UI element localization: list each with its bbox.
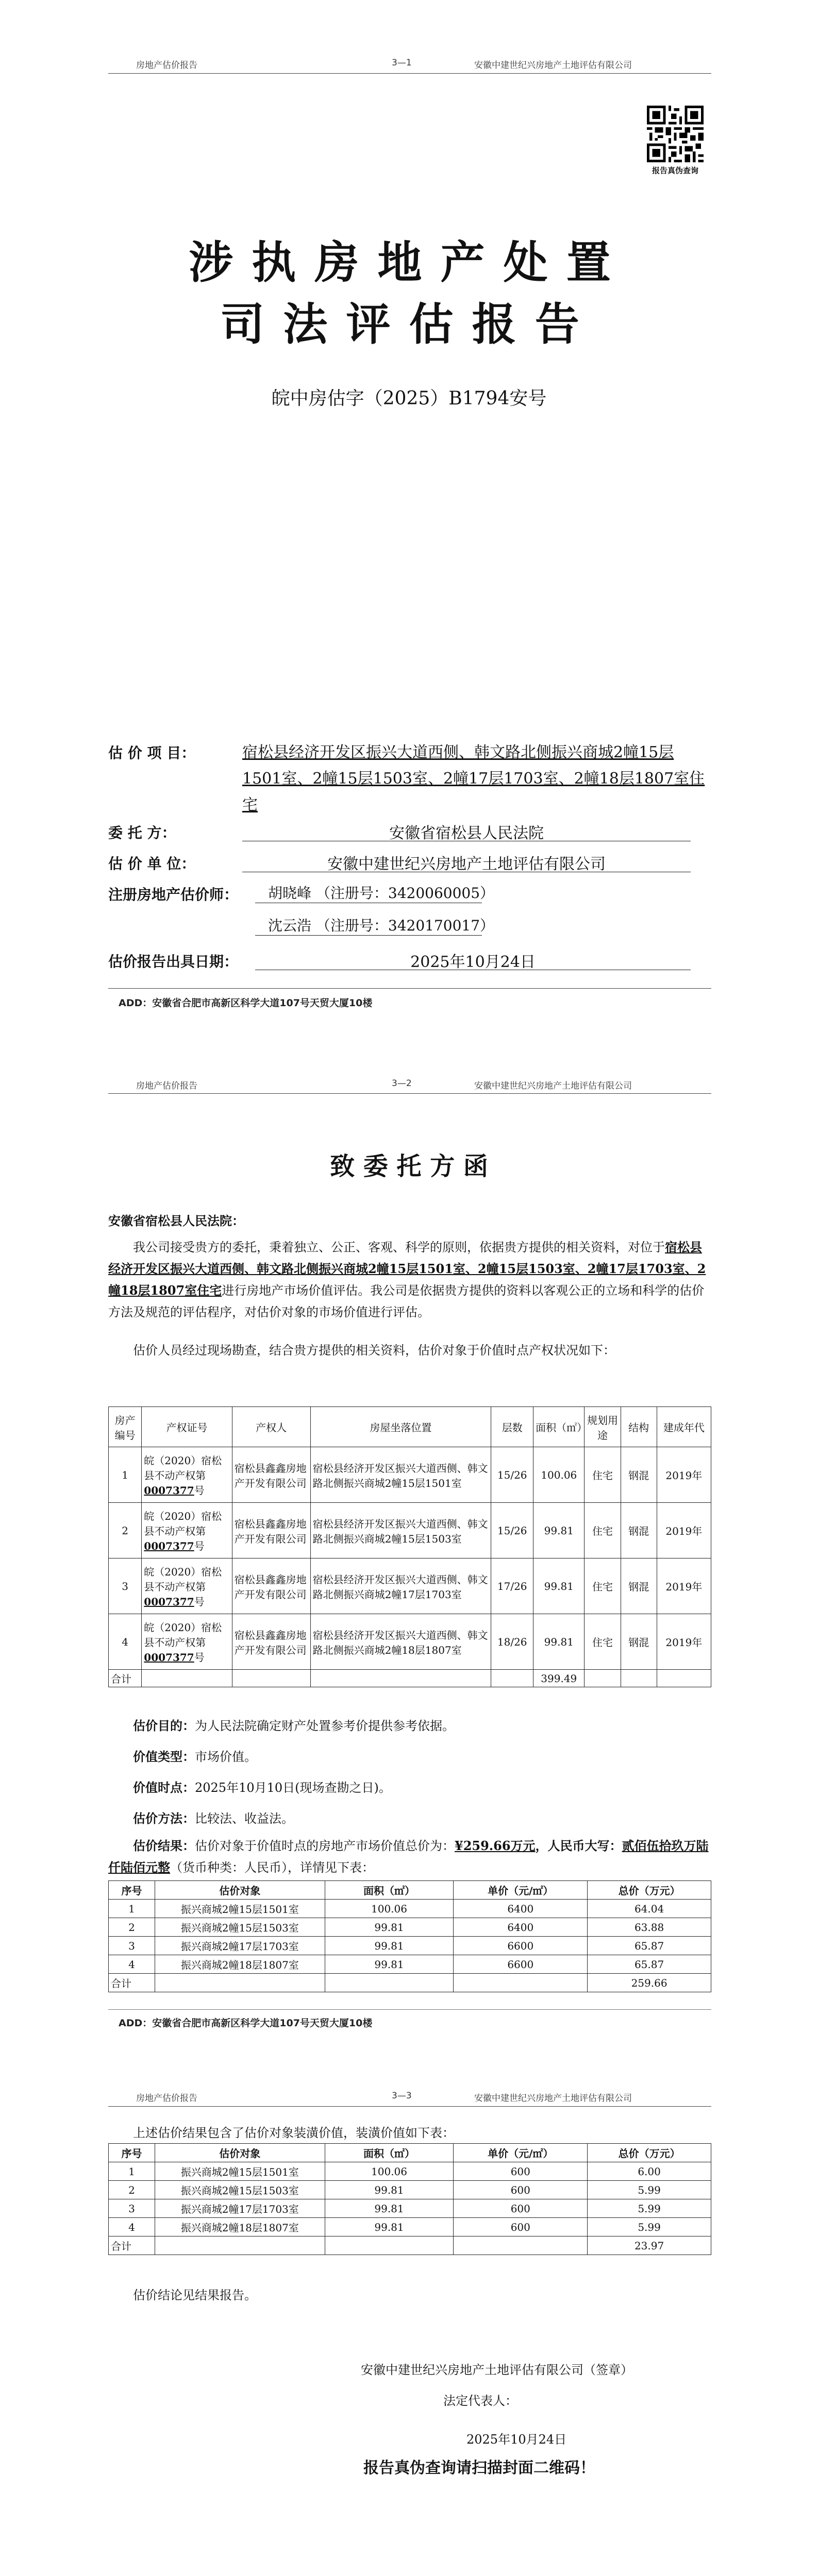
project-label: 估 价 项 目：: [108, 744, 196, 761]
th-seq: 序号: [109, 2144, 155, 2162]
table-row: 1 振兴商城2幢15层1501室 100.06 600 6.00: [109, 2162, 711, 2181]
value-type-label: 价值类型：: [133, 1749, 195, 1764]
cell-location: 宿松县经济开发区振兴大道西侧、韩文路北侧振兴商城2幢17层1703室: [310, 1558, 491, 1614]
decoration-intro: 上述估价结果包含了估价对象装潢价值，装潢价值如下表：: [133, 2126, 455, 2140]
value-type-line: [133, 1747, 257, 1765]
method-label: 估价方法：: [133, 1811, 195, 1826]
value-date-label: 价值时点：: [133, 1780, 195, 1795]
result-paragraph: 估价结果：估价对象于价值时点的房地产市场价值总价为：¥259.66万元，人民币大写：贰佰伍拾玖万陆仟陆佰元整（货币种类：人民币），详情见下表：: [108, 1838, 709, 1875]
cell-no: 2: [109, 1503, 142, 1558]
page3-header-left: 房地产估价报告: [136, 2093, 197, 2104]
appraiser-label: 注册房地产估价师：: [108, 886, 239, 903]
value-date-value: 2025年10月10日(现场查勘之日)。: [195, 1781, 391, 1795]
page2-header-page-number: 3—2: [392, 1078, 412, 1089]
report-title-line2: 司法评估报告: [220, 298, 598, 350]
appraiser-2-underline: [255, 935, 482, 936]
cell-use: 住宅: [585, 1614, 621, 1670]
page1-footer-address: ADD：安徽省合肥市高新区科学大道107号天贸大厦10楼: [119, 997, 373, 1009]
intro-paragraph: [108, 1236, 711, 1323]
th-floors: 层数: [491, 1407, 533, 1447]
purpose-label: 估价目的：: [133, 1718, 195, 1733]
cell-structure: 钢混: [621, 1503, 657, 1558]
th-object: 估价对象: [155, 2144, 325, 2162]
result-total: ¥259.66万元: [455, 1838, 536, 1853]
table-row: [109, 1447, 711, 1503]
cell-no: 1: [109, 1447, 142, 1503]
cell-year: 2019年: [657, 1558, 711, 1614]
cell-owner: 宿松县鑫鑫房地产开发有限公司: [232, 1447, 310, 1503]
legal-representative: 法定代表人：: [443, 2394, 517, 2408]
value-type-value: 市场价值。: [195, 1750, 257, 1764]
cell-owner: 宿松县鑫鑫房地产开发有限公司: [232, 1503, 310, 1558]
page1-header-rule: [108, 73, 711, 74]
table-total-row: [109, 1670, 711, 1687]
appraiser-1: 胡晓峰 （注册号：3420060005）: [268, 885, 495, 902]
th-cert-no: 产权证号: [142, 1407, 232, 1447]
page1-header-company: 安徽中建世纪兴房地产土地评估有限公司: [474, 60, 632, 71]
th-owner: 产权人: [232, 1407, 310, 1447]
th-area: 面积（㎡）: [533, 1407, 585, 1447]
purpose-value: 为人民法院确定财产处置参考价提供参考依据。: [195, 1719, 455, 1733]
th-area: 面积（㎡）: [325, 1881, 454, 1900]
cell-cert: 皖（2020）宿松县不动产权第0007377号: [142, 1614, 232, 1670]
table-row: 1 振兴商城2幢15层1501室 100.06 6400 64.04: [109, 1900, 711, 1918]
method-line: [133, 1808, 294, 1826]
th-use: 规划用途: [585, 1407, 621, 1447]
cell-structure: 钢混: [621, 1558, 657, 1614]
page1-header-page-number: 3—1: [392, 58, 412, 68]
intro-property-address: 宿松县经济开发区振兴大道西侧、韩文路北侧振兴商城2幢15层1501室、2幢15层1503室、2幢17层1703室、2幢18层1807室住宅: [108, 1240, 706, 1298]
th-seq: 序号: [109, 1881, 155, 1900]
method-value: 比较法、收益法。: [195, 1811, 294, 1826]
page2-footer-rule: [108, 2009, 711, 2010]
th-total-price: 总价（万元）: [588, 2144, 711, 2162]
th-unit-price: 单价（元/㎡）: [454, 1881, 588, 1900]
cell-structure: 钢混: [621, 1447, 657, 1503]
table-row: 2 振兴商城2幢15层1503室 99.81 600 5.99: [109, 2181, 711, 2199]
th-property-no: 房产编号: [109, 1407, 142, 1447]
client-label: 委 托 方：: [108, 824, 176, 841]
qr-code-icon[interactable]: [647, 106, 704, 162]
value-date-line: [133, 1777, 391, 1795]
signature-date: 2025年10月24日: [466, 2432, 567, 2447]
cell-structure: 钢混: [621, 1614, 657, 1670]
valuation-table: [108, 1880, 711, 1992]
survey-paragraph: 估价人员经过现场勘查，结合贵方提供的相关资料，估价对象于价值时点产权状况如下：: [133, 1343, 615, 1358]
cell-location: 宿松县经济开发区振兴大道西侧、韩文路北侧振兴商城2幢18层1807室: [310, 1614, 491, 1670]
cell-area: 99.81: [533, 1503, 585, 1558]
cell-area: 99.81: [533, 1558, 585, 1614]
page1-footer-rule: [108, 988, 711, 989]
table-row: 4 振兴商城2幢18层1807室 99.81 600 5.99: [109, 2218, 711, 2236]
table-row: 4 振兴商城2幢18层1807室 99.81 6600 65.87: [109, 1955, 711, 1974]
cell-floors: 18/26: [491, 1614, 533, 1670]
table-row: [109, 1614, 711, 1670]
th-object: 估价对象: [155, 1881, 325, 1900]
report-date-value: 2025年10月24日: [410, 953, 536, 971]
th-structure: 结构: [621, 1407, 657, 1447]
verify-note: 报告真伪查询请扫描封面二维码！: [363, 2459, 595, 2477]
table-row: 2 振兴商城2幢15层1503室 99.81 6400 63.88: [109, 1918, 711, 1937]
cell-floors: 15/26: [491, 1503, 533, 1558]
intro-text-a: 我公司接受贵方的委托，秉着独立、公正、客观、科学的原则，依据贵方提供的相关资料，对位于: [133, 1240, 665, 1255]
table-total-row: 合计 259.66: [109, 1974, 711, 1992]
table-row: 3 振兴商城2幢17层1703室 99.81 6600 65.87: [109, 1937, 711, 1955]
table-row: [109, 1558, 711, 1614]
cell-year: 2019年: [657, 1447, 711, 1503]
salutation: 安徽省宿松县人民法院：: [108, 1213, 244, 1228]
cell-area: 99.81: [533, 1614, 585, 1670]
th-location: 房屋坐落位置: [310, 1407, 491, 1447]
cell-owner: 宿松县鑫鑫房地产开发有限公司: [232, 1558, 310, 1614]
report-date-label: 估价报告出具日期：: [108, 953, 239, 970]
cell-use: 住宅: [585, 1447, 621, 1503]
cell-floors: 17/26: [491, 1558, 533, 1614]
cell-use: 住宅: [585, 1503, 621, 1558]
cell-location: 宿松县经济开发区振兴大道西侧、韩文路北侧振兴商城2幢15层1501室: [310, 1447, 491, 1503]
client-value: 安徽省宿松县人民法院: [389, 824, 544, 842]
page1-header-left: 房地产估价报告: [136, 60, 197, 71]
page2-header-company: 安徽中建世纪兴房地产土地评估有限公司: [474, 1081, 632, 1091]
cell-floors: 15/26: [491, 1447, 533, 1503]
cell-use: 住宅: [585, 1558, 621, 1614]
page2-header-left: 房地产估价报告: [136, 1081, 197, 1091]
project-value: 宿松县经济开发区振兴大道西侧、韩文路北侧振兴商城2幢15层1501室、2幢15层1503室、2幢17层1703室、2幢18层1807室住宅: [242, 743, 705, 814]
org-value: 安徽中建世纪兴房地产土地评估有限公司: [327, 855, 606, 873]
table-total-row: 合计 23.97: [109, 2236, 711, 2255]
cell-no: 4: [109, 1614, 142, 1670]
cell-no: 3: [109, 1558, 142, 1614]
cell-total-area: 399.49: [533, 1670, 585, 1687]
result-label: 估价结果：: [133, 1838, 195, 1853]
cell-year: 2019年: [657, 1503, 711, 1558]
cell-area: 100.06: [533, 1447, 585, 1503]
org-label: 估 价 单 位：: [108, 855, 196, 872]
cell-cert: 皖（2020）宿松县不动产权第0007377号: [142, 1503, 232, 1558]
page2-footer-address: ADD：安徽省合肥市高新区科学大道107号天贸大厦10楼: [119, 2018, 373, 2029]
property-rights-table: [108, 1406, 711, 1687]
document-number: 皖中房估字（2025）B1794安号: [271, 388, 547, 409]
letter-title: 致 委 托 方 函: [330, 1152, 488, 1181]
purpose-line: [133, 1716, 455, 1734]
page3-header-page-number: 3—3: [392, 2091, 412, 2101]
appraiser-2: 沈云浩 （注册号：3420170017）: [268, 917, 495, 934]
report-title-line1: 涉执房地产处置: [189, 236, 629, 289]
table-row: 3 振兴商城2幢17层1703室 99.81 600 5.99: [109, 2199, 711, 2218]
cell-year: 2019年: [657, 1614, 711, 1670]
cell-location: 宿松县经济开发区振兴大道西侧、韩文路北侧振兴商城2幢15层1503室: [310, 1503, 491, 1558]
th-total-price: 总价（万元）: [588, 1881, 711, 1900]
page2-header-rule: [108, 1093, 711, 1094]
table-row: [109, 1503, 711, 1558]
qr-caption: 报告真伪查询: [652, 166, 698, 175]
th-area: 面积（㎡）: [325, 2144, 454, 2162]
cell-total-label: 合计: [109, 1670, 142, 1687]
page3-header-company: 安徽中建世纪兴房地产土地评估有限公司: [474, 2093, 632, 2104]
company-signature: 安徽中建世纪兴房地产土地评估有限公司（签章）: [361, 2363, 633, 2377]
cell-cert: 皖（2020）宿松县不动产权第0007377号: [142, 1447, 232, 1503]
page3-header-rule: [108, 2106, 711, 2107]
result-total-upper: 贰佰伍拾玖万陆仟陆佰元整: [108, 1838, 709, 1875]
th-unit-price: 单价（元/㎡）: [454, 2144, 588, 2162]
cell-cert: 皖（2020）宿松县不动产权第0007377号: [142, 1558, 232, 1614]
intro-text-b: 进行房地产市场价值评估。我公司是依据贵方提供的资料以客观公正的立场和科学的估价方法及规范的评估程序，对估价对象的市场价值进行评估。: [108, 1283, 705, 1319]
decoration-value-table: [108, 2143, 711, 2255]
cell-owner: 宿松县鑫鑫房地产开发有限公司: [232, 1614, 310, 1670]
th-year: 建成年代: [657, 1407, 711, 1447]
see-result-report: 估价结论见结果报告。: [133, 2288, 257, 2302]
